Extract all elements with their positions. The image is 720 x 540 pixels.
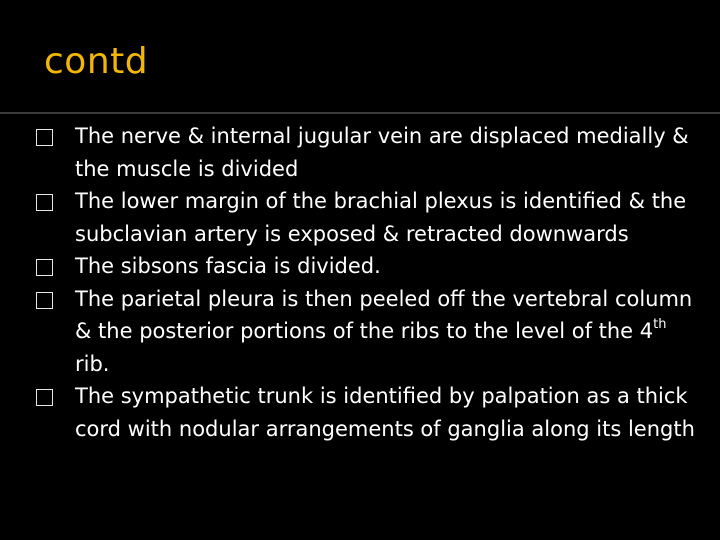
title-bar bbox=[0, 0, 720, 114]
bullet-item bbox=[36, 380, 696, 445]
slide-title: contd bbox=[44, 41, 149, 82]
square-bullet-icon bbox=[36, 259, 53, 276]
square-bullet-icon bbox=[36, 389, 53, 406]
bullet-superscript: th bbox=[653, 317, 667, 332]
bullet-text: The lower margin of the brachial plexus is identified & the subclavian artery is exposed & retracted downwards bbox=[75, 189, 687, 246]
slide-content bbox=[36, 120, 696, 445]
bullet-text: The sympathetic trunk is identified by palpation as a thick cord with nodular arrangements of ganglia along its length bbox=[75, 384, 695, 441]
bullet-text: The nerve & internal jugular vein are displaced medially & the muscle is divided bbox=[75, 124, 689, 181]
square-bullet-icon bbox=[36, 292, 53, 309]
bullet-text-after: rib. bbox=[75, 351, 110, 376]
bullet-text: The sibsons fascia is divided. bbox=[75, 254, 381, 278]
square-bullet-icon bbox=[36, 129, 53, 146]
bullet-item bbox=[36, 283, 696, 381]
square-bullet-icon bbox=[36, 194, 53, 211]
bullet-text-before: The parietal pleura is then peeled off the vertebral column & the posterior portions of the ribs to the level of the 4 bbox=[75, 286, 693, 343]
bullet-item bbox=[36, 185, 696, 250]
bullet-item bbox=[36, 120, 696, 185]
bullet-item bbox=[36, 250, 696, 283]
bullet-list bbox=[36, 120, 696, 445]
